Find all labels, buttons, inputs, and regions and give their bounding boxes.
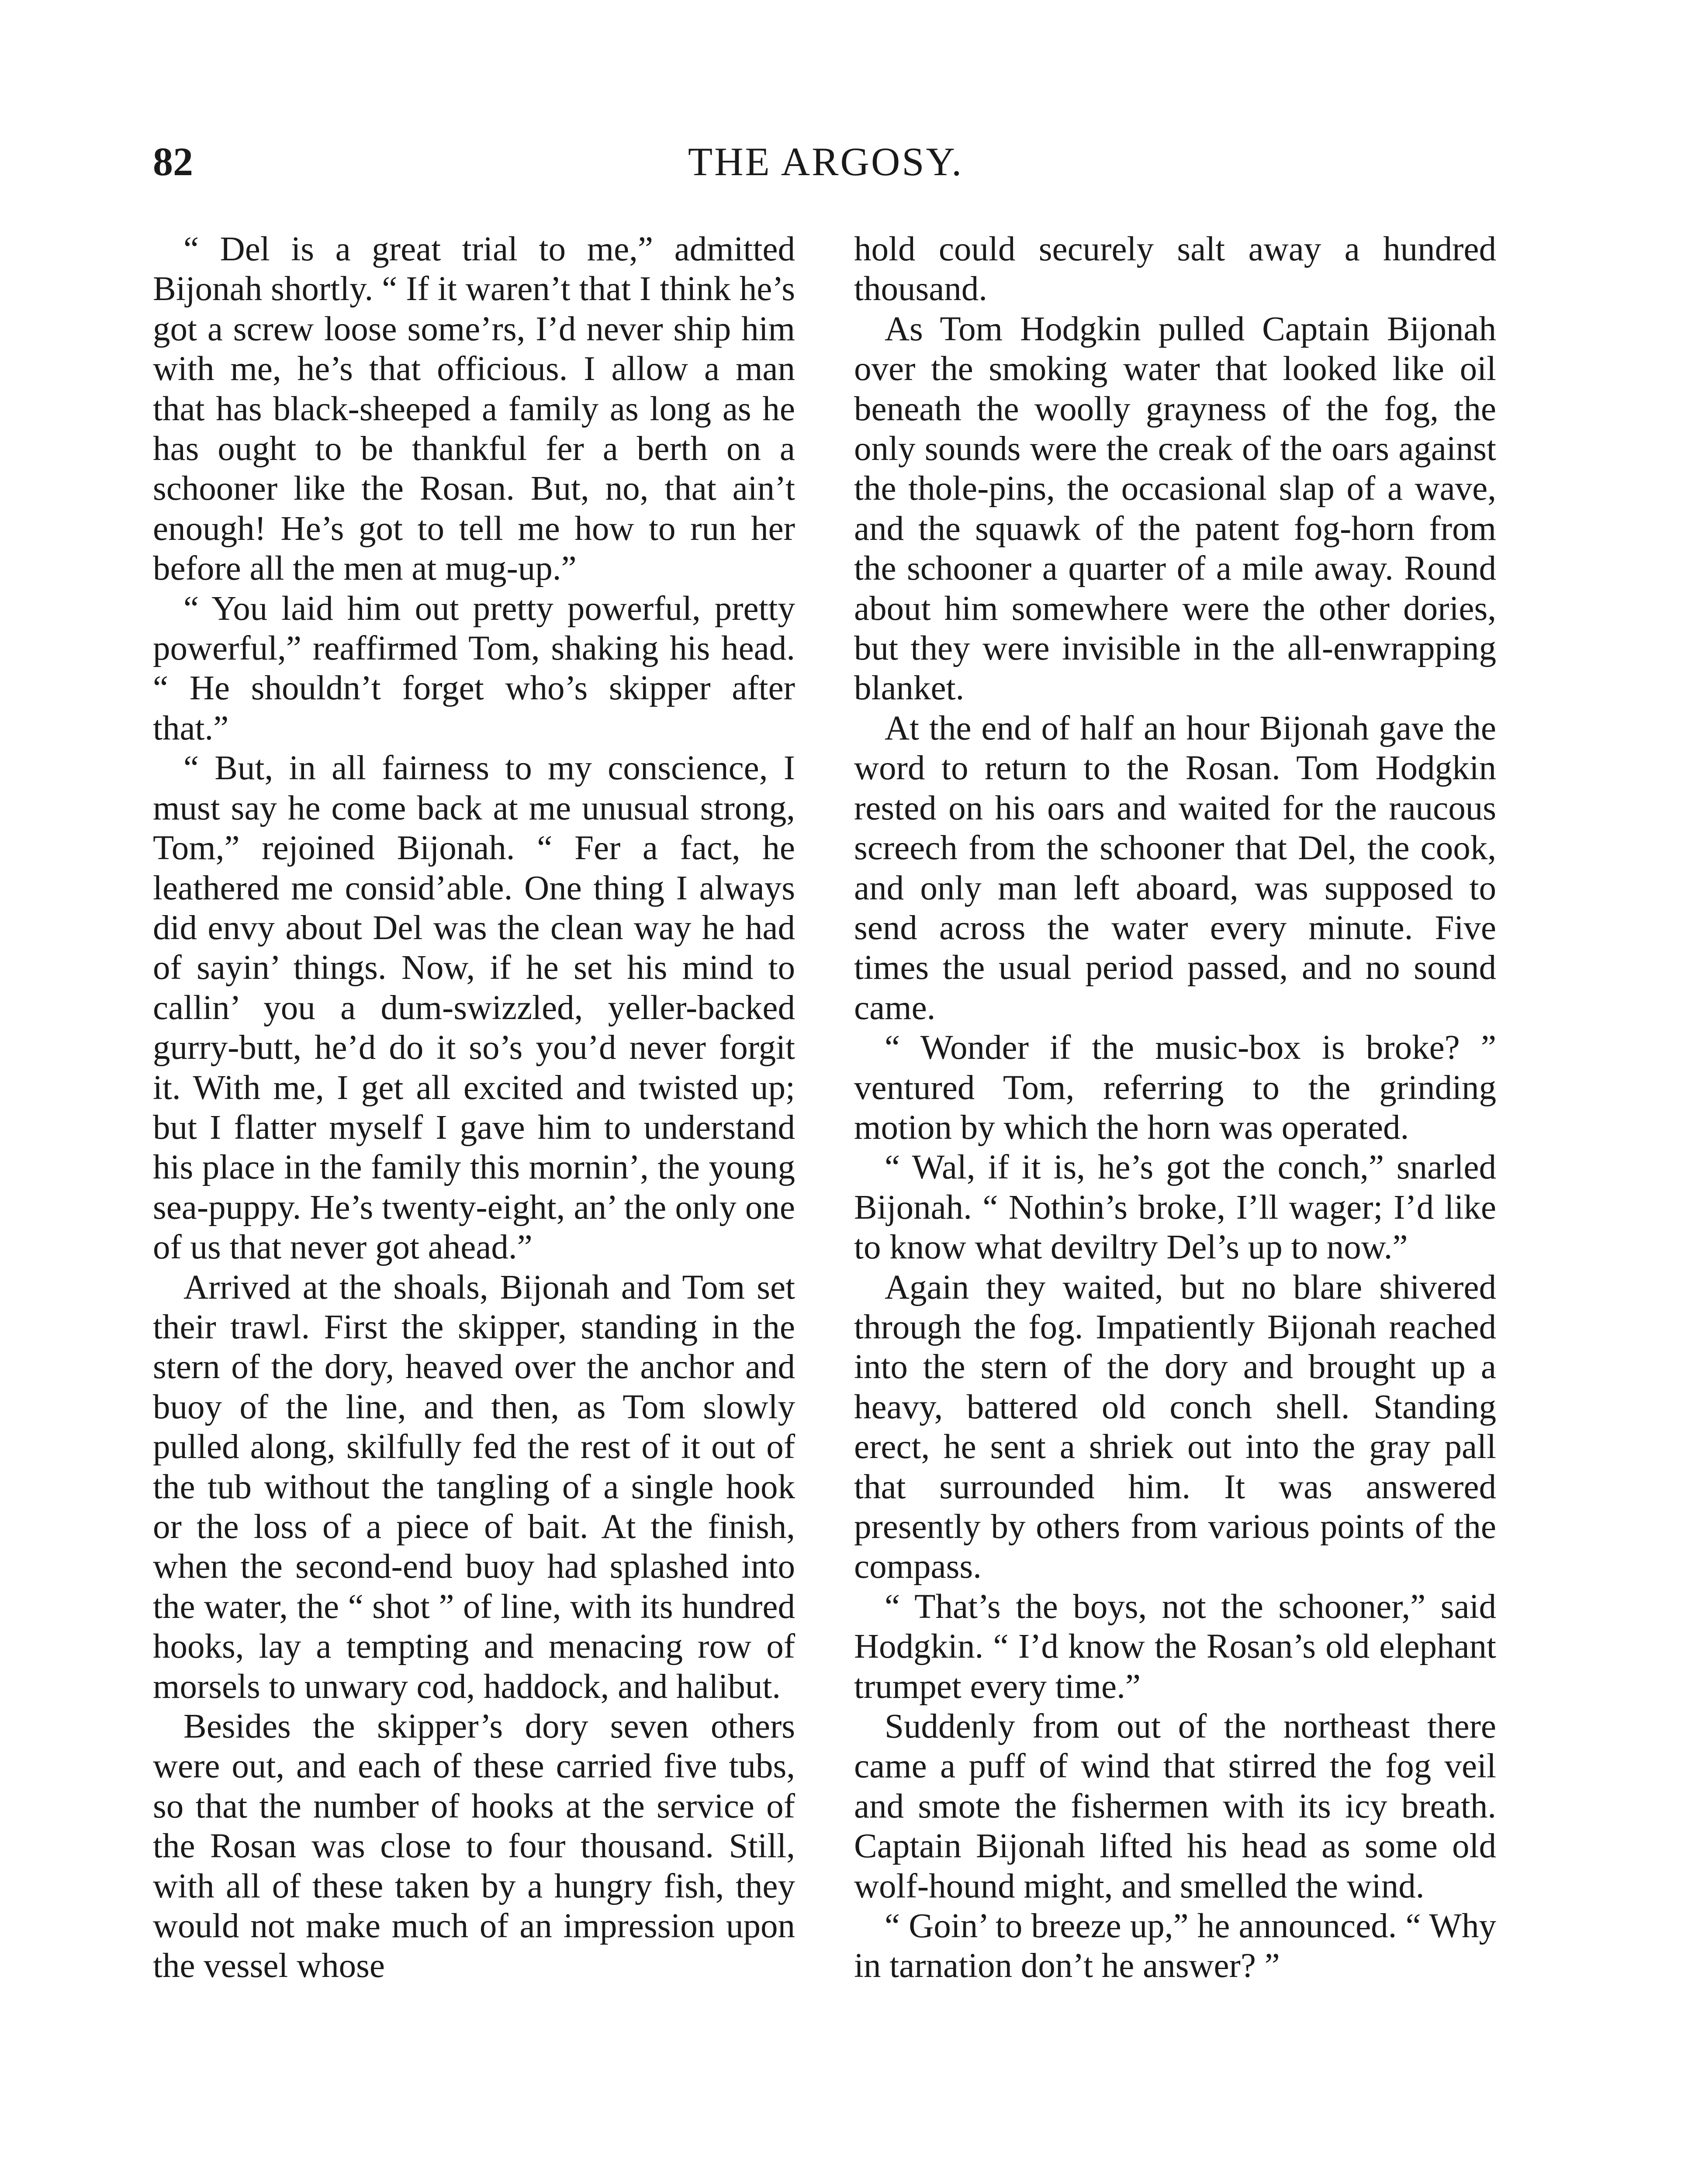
page-number: 82	[153, 139, 193, 184]
right-column	[854, 229, 1496, 1986]
paragraph: “ Del is a great trial to me,” admitted Bijonah shortly. “ If it waren’t that I think he’s got a screw loose some’rs, I’d never ship him with me, he’s that officious. I allow a man that has black-sheeped a family as long as he has ought to be thankful fer a berth on a schooner like the Rosan. But, no, that ain’t enough! He’s got to tell me how to run her before all the men at mug-up.”	[153, 230, 795, 588]
running-title: THE ARGOSY.	[688, 139, 964, 184]
paragraph: At the end of half an hour Bijonah gave the word to return to the Rosan. Tom Hodgkin rested on his oars and waited for the raucous screech from the schooner that Del, the cook, and only man left aboard, was supposed to send across the water every minute. Five times the usual period passed, and no sound came.	[854, 709, 1496, 1027]
paragraph: As Tom Hodgkin pulled Captain Bijonah over the smoking water that looked like oil beneath the woolly grayness of the fog, the only sounds were the creak of the oars against the thole-pins, the occasional slap of a wave, and the squawk of the patent fog-horn from the schooner a quarter of a mile away. Round about him somewhere were the other dories, but they were invisible in the all-enwrapping blanket.	[854, 310, 1496, 708]
paragraph-continued: hold could securely salt away a hundred thousand.	[854, 230, 1496, 308]
left-column	[153, 229, 795, 1986]
paragraph: Besides the skipper’s dory seven others were out, and each of these carried five tubs, so that the number of hooks at the service of the Rosan was close to four thousand. Still, with all of these taken by a hungry fish, they would not make much of an impression upon the vessel whose	[153, 1707, 795, 1985]
paragraph: “ Wonder if the music-box is broke? ” ventured Tom, referring to the grinding motion by which the horn was operated.	[854, 1029, 1496, 1147]
paragraph: “ That’s the boys, not the schooner,” said Hodgkin. “ I’d know the Rosan’s old elephant trumpet every time.”	[854, 1587, 1496, 1706]
page-header	[153, 135, 1498, 197]
paragraph: “ But, in all fairness to my conscience, I must say he come back at me unusual strong, Tom,” rejoined Bijonah. “ Fer a fact, he leathered me consid’able. One thing I always did envy about Del was the clean way he had of sayin’ things. Now, if he set his mind to callin’ you a dum-swizzled, yeller-backed gurry-butt, he’d do it so’s you’d never forgit it. With me, I get all excited and twisted up; but I flatter myself I gave him to understand his place in the family this mornin’, the young sea-puppy. He’s twenty-eight, an’ the only one of us that never got ahead.”	[153, 749, 795, 1267]
paragraph: Again they waited, but no blare shivered through the fog. Impatiently Bijonah reached into the stern of the dory and brought up a heavy, battered old conch shell. Standing erect, he sent a shriek out into the gray pall that surrounded him. It was answered presently by others from various points of the compass.	[854, 1268, 1496, 1586]
paragraph: “ You laid him out pretty powerful, pretty powerful,” reaffirmed Tom, shaking his head. “ He shouldn’t forget who’s skipper after that.”	[153, 589, 795, 747]
paragraph: “ Goin’ to breeze up,” he announced. “ Why in tarnation don’t he answer? ”	[854, 1907, 1496, 1985]
paragraph: Arrived at the shoals, Bijonah and Tom set their trawl. First the skipper, standing in the stern of the dory, heaved over the anchor and buoy of the line, and then, as Tom slowly pulled along, skilfully fed the rest of it out of the tub without the tangling of a single hook or the loss of a piece of bait. At the finish, when the second-end buoy had splashed into the water, the “ shot ” of line, with its hundred hooks, lay a tempting and menacing row of morsels to unwary cod, haddock, and halibut.	[153, 1268, 795, 1706]
paragraph: “ Wal, if it is, he’s got the conch,” snarled Bijonah. “ Nothin’s broke, I’ll wager; I’d like to know what deviltry Del’s up to now.”	[854, 1148, 1496, 1267]
paragraph: Suddenly from out of the northeast there came a puff of wind that stirred the fog veil and smote the fishermen with its icy breath. Captain Bijonah lifted his head as some old wolf-hound might, and smelled the wind.	[854, 1707, 1496, 1905]
